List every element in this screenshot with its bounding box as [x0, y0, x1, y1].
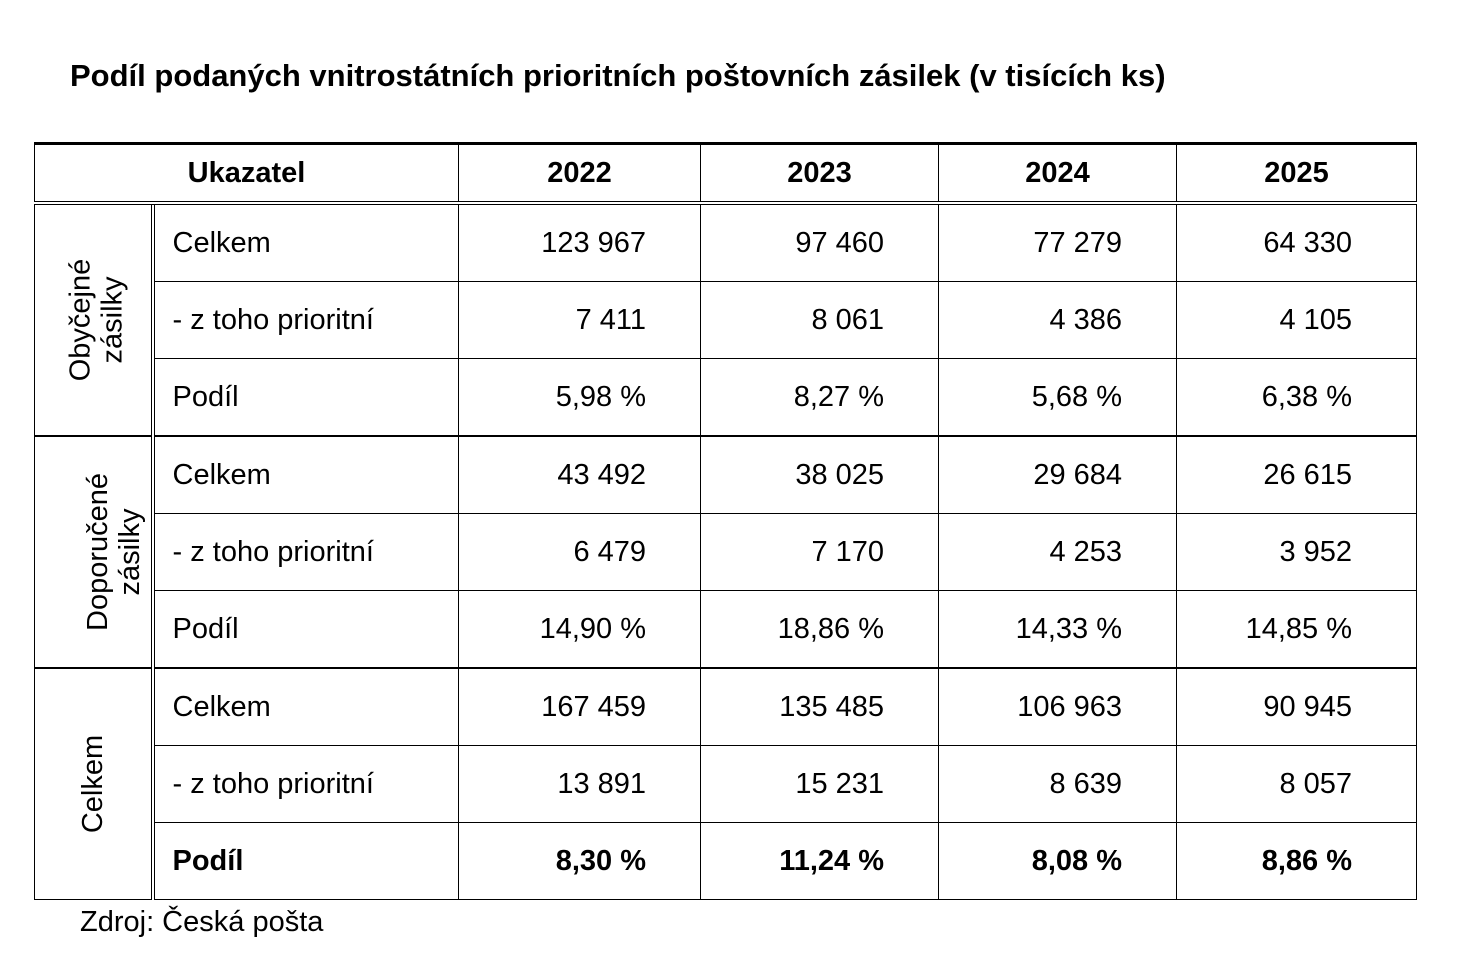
table-cell: 11,24 %: [701, 823, 939, 900]
table-cell: 14,33 %: [939, 591, 1177, 669]
table-title: Podíl podaných vnitrostátních prioritních poštovních zásilek (v tisících ks): [70, 58, 1166, 93]
header-year: 2024: [939, 144, 1177, 204]
table-cell: 167 459: [459, 668, 701, 746]
group-label-line: Obyčejné: [64, 258, 97, 381]
table-cell: 4 386: [939, 282, 1177, 359]
table-cell: 6 479: [459, 514, 701, 591]
table-cell: 4 105: [1177, 282, 1417, 359]
table-cell: 8 057: [1177, 746, 1417, 823]
table-cell: 64 330: [1177, 203, 1417, 282]
source-note: Zdroj: Česká pošta: [80, 906, 324, 938]
table-cell: 26 615: [1177, 436, 1417, 514]
table-cell: 8,86 %: [1177, 823, 1417, 900]
group-label-line: zásilky: [96, 275, 129, 364]
group-label-line: Celkem: [76, 734, 109, 833]
table-cell: 8,30 %: [459, 823, 701, 900]
table-cell: 135 485: [701, 668, 939, 746]
group-label-ordinary: [35, 203, 153, 436]
row-label: - z toho prioritní: [153, 746, 459, 823]
row-label: Celkem: [153, 668, 459, 746]
row-label: - z toho prioritní: [153, 282, 459, 359]
table-cell: 123 967: [459, 203, 701, 282]
group-label-line: Doporučené: [82, 472, 114, 631]
table-cell: 7 170: [701, 514, 939, 591]
table-row: [35, 282, 1417, 359]
table-cell: 43 492: [459, 436, 701, 514]
table-cell: 5,68 %: [939, 359, 1177, 437]
table-cell: 97 460: [701, 203, 939, 282]
group-label-line: zásilky: [114, 508, 146, 596]
table-cell: 4 253: [939, 514, 1177, 591]
table-row: [35, 746, 1417, 823]
header-row: [35, 144, 1417, 204]
table-cell: 8 639: [939, 746, 1177, 823]
table-row: [35, 436, 1417, 514]
table-cell: 8,08 %: [939, 823, 1177, 900]
table-cell: 38 025: [701, 436, 939, 514]
table-cell: 3 952: [1177, 514, 1417, 591]
data-table: [34, 142, 1417, 900]
table-row: [35, 591, 1417, 669]
table-cell: 8 061: [701, 282, 939, 359]
row-label: Celkem: [153, 436, 459, 514]
table-cell: 7 411: [459, 282, 701, 359]
table-row: [35, 514, 1417, 591]
table-row: [35, 359, 1417, 437]
row-label: Podíl: [153, 359, 459, 437]
header-indicator: Ukazatel: [35, 144, 459, 204]
table-row-total-share: [35, 823, 1417, 900]
header-year: 2025: [1177, 144, 1417, 204]
table-cell: 13 891: [459, 746, 701, 823]
row-label: Podíl: [153, 591, 459, 669]
table-cell: 8,27 %: [701, 359, 939, 437]
table-cell: 90 945: [1177, 668, 1417, 746]
row-label: Podíl: [153, 823, 459, 900]
table-cell: 14,85 %: [1177, 591, 1417, 669]
group-label-registered: [35, 436, 153, 668]
table-cell: 29 684: [939, 436, 1177, 514]
table-cell: 5,98 %: [459, 359, 701, 437]
table-cell: 106 963: [939, 668, 1177, 746]
header-year: 2023: [701, 144, 939, 204]
table-row: [35, 668, 1417, 746]
table-row: [35, 203, 1417, 282]
table-cell: 77 279: [939, 203, 1177, 282]
row-label: Celkem: [153, 203, 459, 282]
table-cell: 18,86 %: [701, 591, 939, 669]
row-label: - z toho prioritní: [153, 514, 459, 591]
table-cell: 15 231: [701, 746, 939, 823]
table-cell: 6,38 %: [1177, 359, 1417, 437]
table-cell: 14,90 %: [459, 591, 701, 669]
header-year: 2022: [459, 144, 701, 204]
group-label-total: [35, 668, 153, 900]
